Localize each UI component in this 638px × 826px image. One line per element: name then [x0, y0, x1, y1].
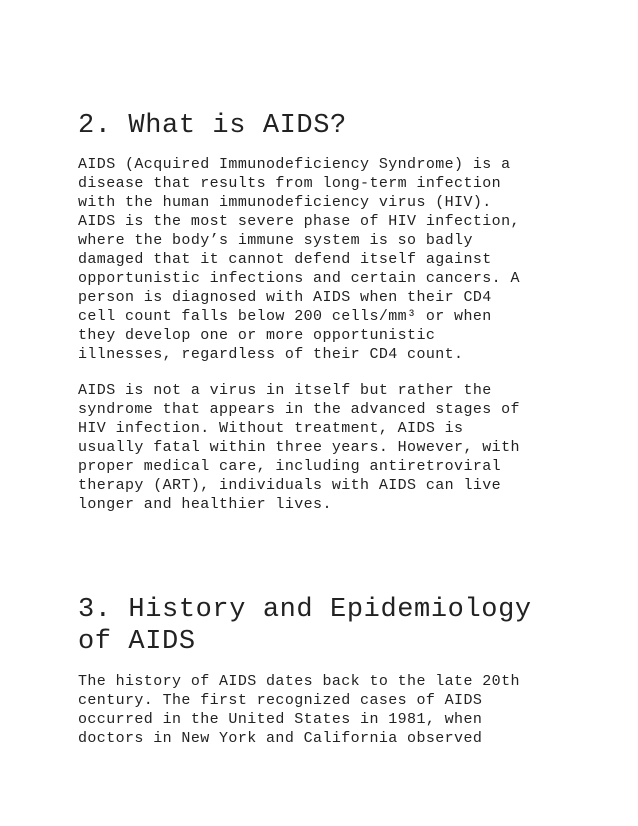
- text-line: person is diagnosed with AIDS when their CD4: [78, 289, 492, 306]
- text-line: damaged that it cannot defend itself against: [78, 251, 492, 268]
- text-line: with the human immunodeficiency virus (HIV).: [78, 194, 492, 211]
- text-line: proper medical care, including antiretroviral: [78, 458, 502, 475]
- text-line: AIDS is the most severe phase of HIV infection,: [78, 213, 520, 230]
- paragraph-history: [78, 672, 520, 748]
- text-line: illnesses, regardless of their CD4 count.: [78, 346, 464, 363]
- text-line: syndrome that appears in the advanced stages of: [78, 401, 520, 418]
- text-line: The history of AIDS dates back to the late 20th: [78, 673, 520, 690]
- heading-line: of AIDS: [78, 627, 196, 657]
- text-line: longer and healthier lives.: [78, 496, 332, 513]
- heading-line: 3. History and Epidemiology: [78, 595, 532, 625]
- paragraph-aids-definition: [78, 155, 520, 364]
- text-line: where the body’s immune system is so badly: [78, 232, 473, 249]
- text-line: doctors in New York and California observed: [78, 730, 483, 747]
- text-line: they develop one or more opportunistic: [78, 327, 436, 344]
- text-line: century. The first recognized cases of AIDS: [78, 692, 483, 709]
- text-line: therapy (ART), individuals with AIDS can live: [78, 477, 502, 494]
- text-line: AIDS (Acquired Immunodeficiency Syndrome) is a: [78, 156, 511, 173]
- paragraph-aids-syndrome: [78, 381, 520, 514]
- text-line: HIV infection. Without treatment, AIDS is: [78, 420, 464, 437]
- section-heading-history-epidemiology: [78, 594, 532, 658]
- text-line: opportunistic infections and certain cancers. A: [78, 270, 520, 287]
- text-line: usually fatal within three years. However, with: [78, 439, 520, 456]
- text-line: disease that results from long-term infection: [78, 175, 502, 192]
- text-line: AIDS is not a virus in itself but rather the: [78, 382, 492, 399]
- section-heading-what-is-aids: 2. What is AIDS?: [78, 111, 347, 141]
- text-line: occurred in the United States in 1981, when: [78, 711, 483, 728]
- text-line: cell count falls below 200 cells/mm³ or when: [78, 308, 492, 325]
